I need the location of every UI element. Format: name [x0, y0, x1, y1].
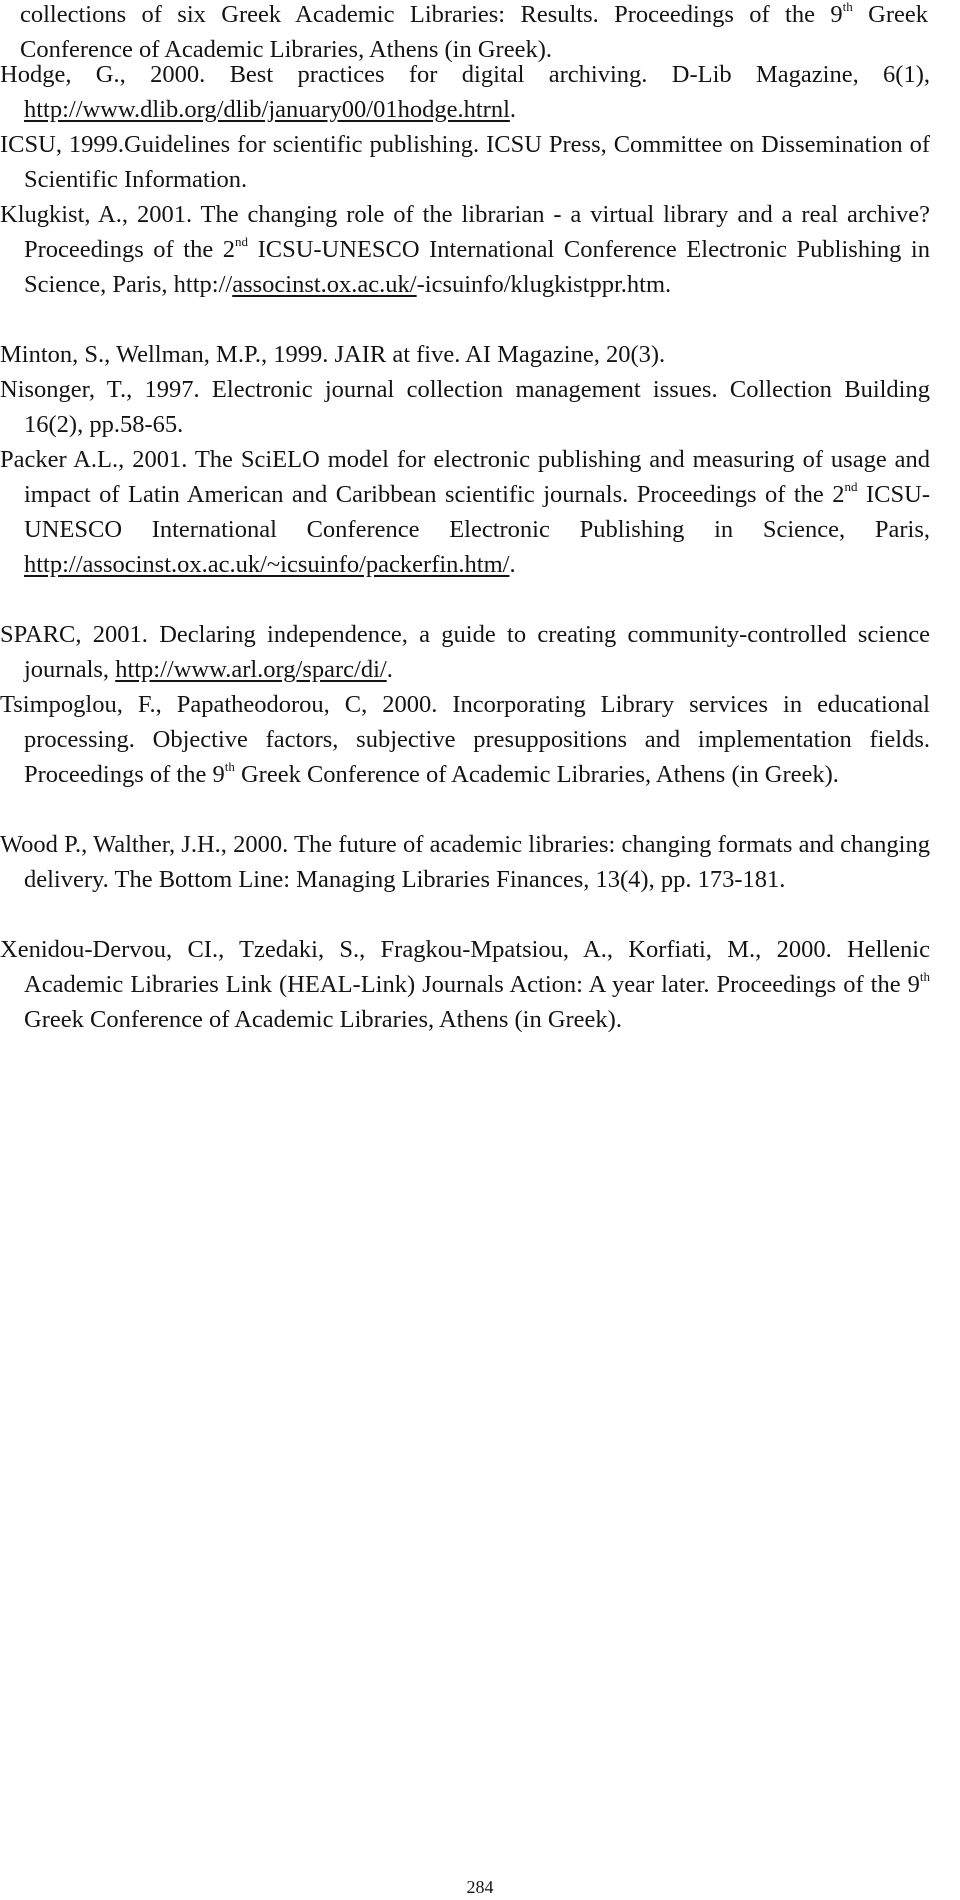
reference-tsimpoglou [0, 687, 930, 792]
reference-nisonger [0, 372, 930, 442]
ordinal-suffix: nd [844, 479, 858, 494]
reference-text: Hodge, G., 2000. Best practices for digital archiving. D-Lib Magazine, 6(1), [0, 61, 930, 88]
reference-link[interactable]: http://www.arl.org/sparc/di/ [115, 656, 387, 683]
reference-text: Wood P., Walther, J.H., 2000. The future of academic libraries: changing formats and changing delivery. The Bottom Line: Managing Libraries Finances, 13(4), pp. 173-181. [0, 831, 930, 893]
page-number: 284 [466, 1877, 494, 1897]
reference-text: Greek Conference of Academic Libraries, Athens (in Greek). [234, 761, 839, 788]
reference-text: ICSU-UNESCO International Conference Electronic Publishing in Science, Paris, http:// [24, 236, 930, 298]
reference-text: Nisonger, T., 1997. Electronic journal collection management issues. Collection Building 16(2), pp.58-65. [0, 376, 930, 438]
reference-text: Klugkist, A., 2001. The changing role of the librarian - a virtual library and a real archive? Proceedings of the 2 [0, 201, 930, 263]
ordinal-suffix: th [919, 969, 930, 984]
reference-text: Greek Conference of Academic Libraries, Athens (in Greek). [20, 1, 928, 63]
reference-text: Tsimpoglou, F., Papatheodorou, C, 2000. Incorporating Library services in educational processing. Objective factors, subjective presuppositions and implementation fields. Proceedings of the 9 [0, 691, 930, 788]
ordinal-suffix: th [842, 0, 853, 14]
reference-text: Xenidou-Dervou, CI., Tzedaki, S., Fragkou-Mpatsiou, A., Korfiati, M., 2000. Hellenic Academic Libraries Link (HEAL-Link) Journals Action: A year later. Proceedings of the 9 [0, 936, 930, 998]
ordinal-suffix: nd [235, 234, 249, 249]
reference-link[interactable]: http://www.dlib.org/dlib/january00/01hodge.htrnl [24, 96, 510, 123]
reference-packer: Packer A.L., 2001. The SciELO model for electronic publishing and measuring of usage and impact of Latin American and Caribbean scientific journals. Proceedings of the 2nd ICSU-UNESCO International Conference Electronic Publishing in Science, Paris, http://associnst.ox.ac.uk/~icsuinfo/packerfin.htm/. [0, 446, 930, 578]
reference-text: collections of six Greek Academic Libraries: Results. Proceedings of the 9 [20, 1, 843, 28]
reference-icsu [0, 127, 930, 197]
reference-xenidou [0, 932, 930, 1037]
reference-text: ICSU, 1999.Guidelines for scientific publishing. ICSU Press, Committee on Dissemination of Scientific Information. [0, 131, 930, 193]
ordinal-suffix: th [224, 759, 235, 774]
reference-minton [0, 337, 930, 372]
reference-text: ICSU-UNESCO International Conference Electronic Publishing in Science, Paris, [24, 481, 930, 543]
reference-klugkist: Klugkist, A., 2001. The changing role of the librarian - a virtual library and a real archive? Proceedings of the 2nd ICSU-UNESCO International Conference Electronic Publishing in Science, Paris, http://associnst.ox.ac.uk/-icsuinfo/klugkistppr.htm. [0, 201, 930, 298]
reference-text: Minton, S., Wellman, M.P., 1999. JAIR at five. AI Magazine, 20(3). [0, 341, 666, 368]
reference-link[interactable]: http://associnst.ox.ac.uk/~icsuinfo/packerfin.htm/ [24, 551, 510, 578]
reference-wood [0, 827, 930, 897]
reference-link[interactable]: associnst.ox.ac.uk/ [232, 271, 417, 298]
reference-hodge: Hodge, G., 2000. Best practices for digital archiving. D-Lib Magazine, 6(1), http://www.dlib.org/dlib/january00/01hodge.htrnl. [0, 61, 930, 123]
reference-text: Greek Conference of Academic Libraries, Athens (in Greek). [24, 1006, 622, 1033]
reference-text: SPARC, 2001. Declaring independence, a guide to creating community-controlled science journals, [0, 621, 930, 683]
reference-text: Packer A.L., 2001. The SciELO model for electronic publishing and measuring of usage and impact of Latin American and Caribbean scientific journals. Proceedings of the 2 [0, 446, 930, 508]
reference-sparc: SPARC, 2001. Declaring independence, a guide to creating community-controlled science journals, http://www.arl.org/sparc/di/. [0, 621, 930, 683]
